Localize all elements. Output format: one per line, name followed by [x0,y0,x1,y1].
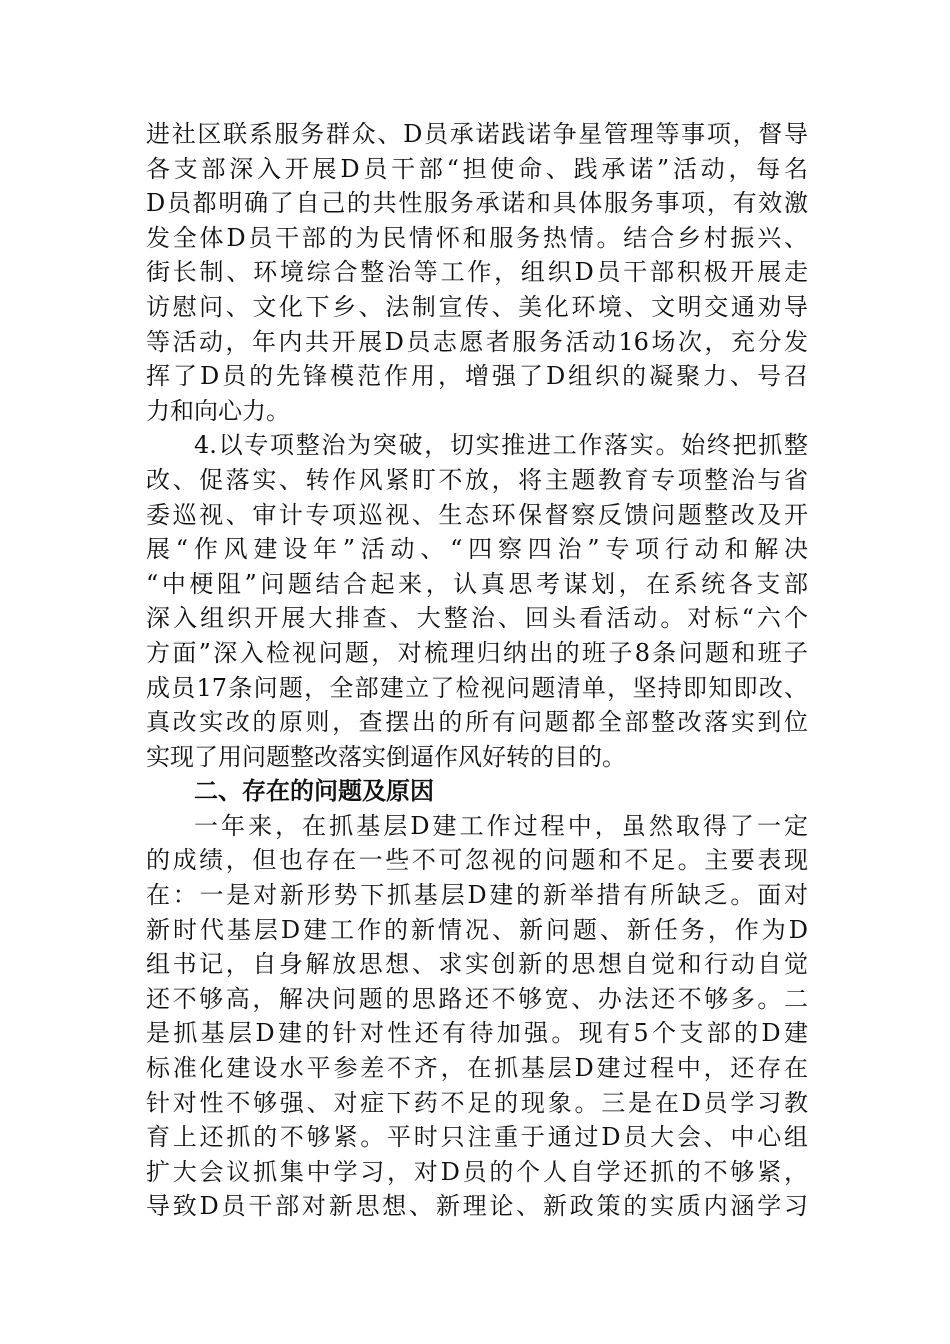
text-line: 育上还抓的不够紧。平时只注重于通过D员大会、中心组 [146,1123,808,1152]
text-line: 4.以专项整治为突破，切实推进工作落实。始终把抓整 [194,431,808,460]
text-line: D员都明确了自己的共性服务承诺和具体服务事项，有效激 [146,189,808,218]
text-line: 标准化建设水平参差不齐，在抓基层D建过程中，还存在 [146,1054,808,1083]
text-line: 成员17条问题，全部建立了检视问题清单，坚持即知即改、 [146,673,808,702]
text-line: 的成绩，但也存在一些不可忽视的问题和不足。主要表现 [146,846,808,875]
section-heading: 二、存在的问题及原因 [194,777,434,806]
text-line: 展“作风建设年”活动、“四察四治”专项行动和解决 [146,535,808,564]
text-line: 针对性不够强、对症下药不足的现象。三是在D员学习教 [146,1088,808,1117]
text-line: 新时代基层D建工作的新情况、新问题、新任务，作为D [146,915,808,944]
text-line: 等活动，年内共开展D员志愿者服务活动16场次，充分发 [146,327,808,356]
text-line: 深入组织开展大排查、大整治、回头看活动。对标“六个 [146,604,808,633]
text-line: 实现了用问题整改落实倒逼作风好转的目的。 [146,742,626,771]
text-line: 一年来，在抓基层D建工作过程中，虽然取得了一定 [194,811,808,840]
text-line: 力和向心力。 [146,396,290,425]
text-line: 进社区联系服务群众、D员承诺践诺争星管理等事项，督导 [146,120,808,148]
text-line: 真改实改的原则，查摆出的所有问题都全部整改落实到位 [146,708,808,737]
text-line: 挥了D员的先锋模范作用，增强了D组织的凝聚力、号召 [146,362,808,391]
text-line: 街长制、环境综合整治等工作，组织D员干部积极开展走 [146,258,808,287]
text-line: 组书记，自身解放思想、求实创新的思想自觉和行动自觉 [146,950,808,979]
body-text [146,117,808,1224]
text-line: 委巡视、审计专项巡视、生态环保督察反馈问题整改及开 [146,500,808,529]
text-line: 访慰问、文化下乡、法制宣传、美化环境、文明交通劝导 [146,292,808,321]
text-line: 扩大会议抓集中学习，对D员的个人自学还抓的不够紧， [146,1157,808,1186]
text-line: 在：一是对新形势下抓基层D建的新举措有所缺乏。面对 [146,881,808,910]
text-line: 各支部深入开展D员干部“担使命、践承诺”活动，每名 [146,154,808,183]
text-line: 导致D员干部对新思想、新理论、新政策的实质内涵学习 [146,1192,808,1221]
text-line: “中梗阻”问题结合起来，认真思考谋划，在系统各支部 [146,569,808,598]
text-line: 方面”深入检视问题，对梳理归纳出的班子8条问题和班子 [146,638,808,667]
text-line: 改、促落实、转作风紧盯不放，将主题教育专项整治与省 [146,465,808,494]
text-line: 发全体D员干部的为民情怀和服务热情。结合乡村振兴、 [146,223,808,252]
text-line: 还不够高，解决问题的思路还不够宽、办法还不够多。二 [146,984,808,1013]
text-line: 是抓基层D建的针对性还有待加强。现有5个支部的D建 [146,1019,808,1048]
